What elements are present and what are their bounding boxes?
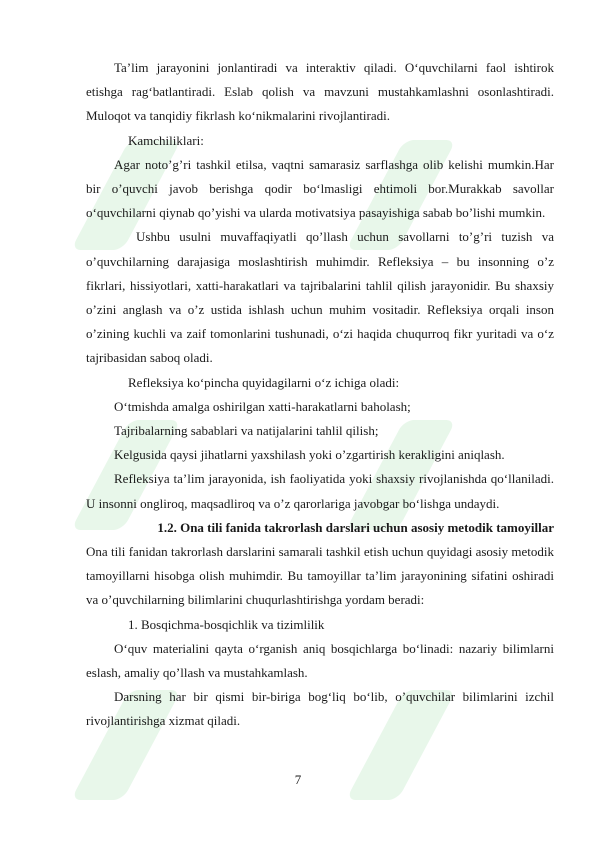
paragraph-intro: Ta’lim jarayonini jonlantiradi va interaktiv qiladi. O‘quvchilarni faol ishtirok etishga rag‘batlantiradi. Eslab qolish va mavzuni mustahkamlashni osonlashtiradi. Muloqot va tanqidiy fikrlash ko‘nikmalarini rivojlantiradi. (86, 60, 554, 124)
paragraph-reflection-usage: Refleksiya ta’lim jarayonida, ish faoliyatida yoki shaxsiy rivojlanishda qo‘llaniladi. U insonni ongliroq, maqsadliroq va o’z qarorlariga javobgar bo‘lishga undaydi. (86, 471, 554, 511)
list-item: Kelgusida qaysi jihatlarni yaxshilash yoki o’zgartirish kerakligini aniqlash. (114, 447, 505, 463)
subheading-principle-1: 1. Bosqichma-bosqichlik va tizimlilik (128, 616, 325, 632)
document-body (86, 56, 554, 734)
section-heading: 1.2. Ona tili fanida takrorlash darslari uchun asosiy metodik tamoyillar (157, 519, 554, 535)
paragraph-principles-intro: Ona tili fanidan takrorlash darslarini samarali tashkil etish uchun quyidagi asosiy metodik tamoyillarni hisobga olish muhimdir. Bu tamoyillar ta’lim jarayonining sifatini oshiradi va o’quvchilarning bilimlarini chuqurlashtirishga yordam beradi: (86, 544, 554, 608)
list-item: O‘tmishda amalga oshirilgan xatti-harakatlarni baholash; (114, 398, 411, 414)
paragraph-reflection-includes: Refleksiya ko‘pincha quyidagilarni o‘z ichiga oladi: (128, 374, 400, 390)
list-item: Tajribalarning sabablari va natijalarini tahlil qilish; (114, 423, 379, 439)
paragraph-principle-1: O‘quv materialini qayta o‘rganish aniq bosqichlarga bo‘linadi: nazariy bilimlarni eslash, amaliy qo’llash va mustahkamlash. (86, 640, 554, 681)
paragraph-shortcomings: Agar noto’g’ri tashkil etilsa, vaqtni samarasiz sarflashga olib kelishi mumkin.Har bir o’quvchi javob berishga qodir bo‘lmasligi ehtimoli bor.Murakkab savollar o‘quvchilarni qiynab qo’yishi va ularda motivatsiya pasayishiga sabab bo’lishi mumkin. (86, 156, 554, 221)
page-number: 7 (294, 772, 302, 787)
paragraph-shortcomings-label: Kamchiliklari: (128, 132, 204, 148)
paragraph-reflection: Ushbu usulni muvaffaqiyatli qo’llash uchun savollarni to’g’ri tuzish va o’quvchilarning darajasiga moslashtirish muhimdir. Refleksiya – bu insonning o’z fikrlari, hissiyotlari, xatti-harakatlari va tajribalarini tahlil qilish jarayonidir. Bu shaxsiy o’zini anglash va o’z ustida ishlash uchun muhim vositadir. Refleksiya orqali inson o’zining kuchli va zaif tomonlarini tushunadi, o‘zi haqida chuqurroq fikr yuritadi va o‘z tajribasidan saboq oladi. (86, 229, 554, 366)
paragraph-principle-1-detail: Darsning har bir qismi bir-biriga bog‘liq bo‘lib, o’quvchilar bilimlarini izchil rivojlantirishga xizmat qiladi. (86, 689, 554, 729)
